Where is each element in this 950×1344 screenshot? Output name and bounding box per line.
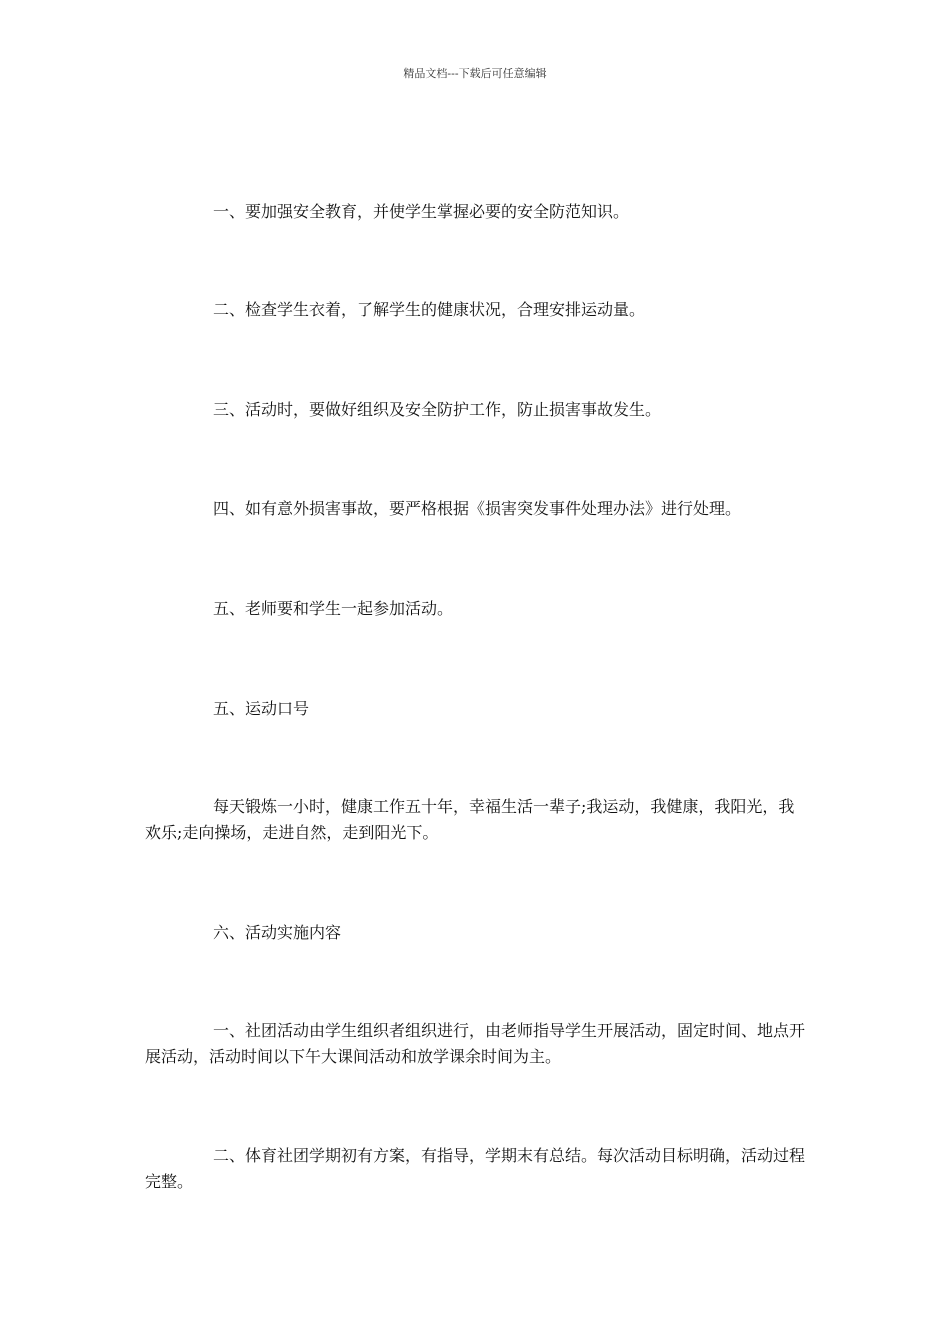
paragraph-slogan: 每天锻炼一小时，健康工作五十年，幸福生活一辈子;我运动，我健康，我阳光，我欢乐;走向操场，走进自然，走到阳光下。 [145,797,795,842]
paragraph-club-plan: 二、体育社团学期初有方案，有指导，学期末有总结。每次活动目标明确，活动过程完整。 [145,1146,806,1191]
paragraph-safety-education: 一、要加强安全教育，并使学生掌握必要的安全防范知识。 [213,202,630,221]
section-heading-implementation: 六、活动实施内容 [213,923,342,942]
paragraph-check-clothing: 二、检查学生衣着，了解学生的健康状况，合理安排运动量。 [213,300,646,319]
page-header: 精品文档---下载后可任意编辑 [403,67,547,80]
paragraph-accident-handling: 四、如有意外损害事故，要严格根据《损害突发事件处理办法》进行处理。 [213,499,742,518]
paragraph-organize-activity: 三、活动时，要做好组织及安全防护工作，防止损害事故发生。 [213,400,662,419]
section-heading-slogan: 五、运动口号 [213,699,310,718]
paragraph-teacher-participate: 五、老师要和学生一起参加活动。 [213,599,454,618]
paragraph-club-activity: 一、社团活动由学生组织者组织进行，由老师指导学生开展活动，固定时间、地点开展活动，活动时间以下午大课间活动和放学课余时间为主。 [145,1021,806,1066]
